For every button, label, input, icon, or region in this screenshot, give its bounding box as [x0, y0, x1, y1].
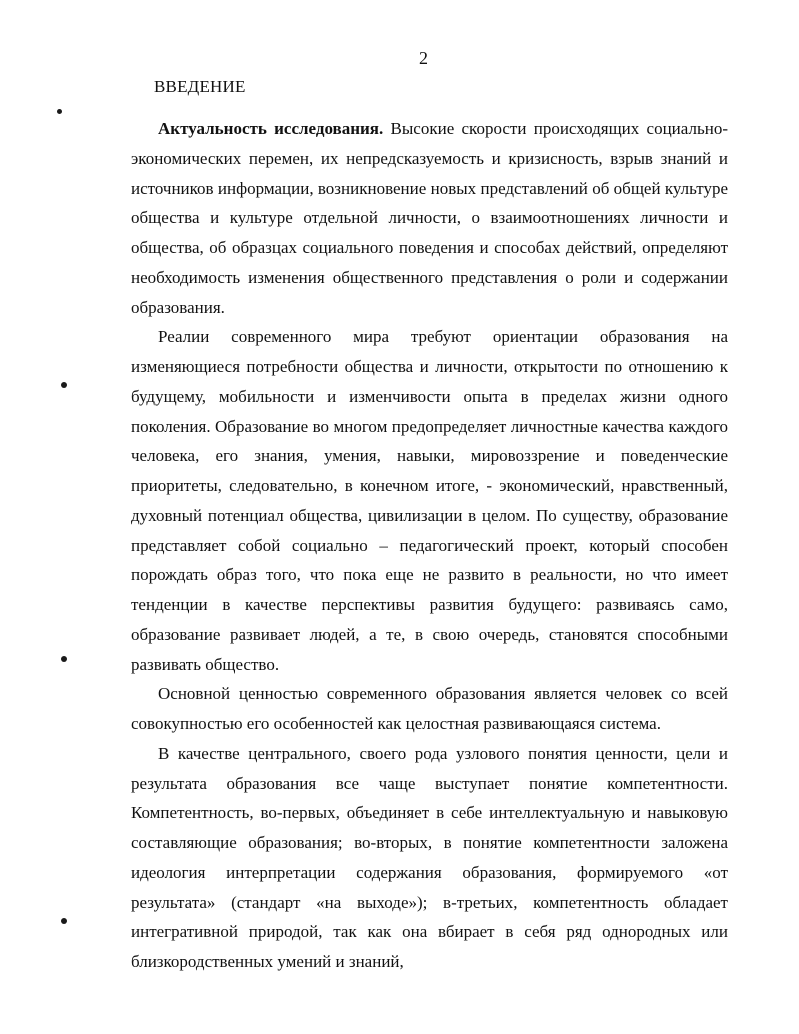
- margin-dot-mark: [61, 656, 67, 662]
- margin-dot-mark: [57, 109, 62, 114]
- paragraph: Реалии современного мира требуют ориентации образования на изменяющиеся потребности общества и личности, открытости по отношению к будущему, мобильности и изменчивости опыта в пределах жизни одного поколения. Образование во многом предопределяет личностные качества каждого человека, его знания, умения, навыки, мировоззрение и поведенческие приоритеты, следовательно, в конечном итоге, - экономический, нравственный, духовный потенциал общества, цивилизации в целом. По существу, образование представляет собой социально – педагогический проект, который способен порождать образ того, что пока еще не развито в реальности, но что имеет тенденции в качестве перспективы развития будущего: развиваясь само, образование развивает людей, а те, в свою очередь, становятся способными развивать общество.: [131, 327, 728, 674]
- paragraph: Основной ценностью современного образования является человек со всей совокупностью его особенностей как целостная развивающаяся система.: [131, 684, 728, 733]
- margin-dot-mark: [61, 382, 67, 388]
- margin-dot-mark: [61, 918, 67, 924]
- paragraph: [131, 114, 728, 322]
- paragraph-text: Высокие скорости происходящих социально-экономических перемен, их непредсказуемость и кризисность, взрыв знаний и источников информации, возникновение новых представлений об общей культуре общества и культуре отдельной личности, о взаимоотношениях личности и общества, об образцах социального поведения и способах действий, определяют необходимость изменения общественного представления о роли и содержании образования.: [131, 119, 728, 317]
- paragraph: В качестве центрального, своего рода узлового понятия ценности, цели и результата образования все чаще выступает понятие компетентности. Компетентность, во-первых, объединяет в себе интеллектуальную и навыковую составляющие образования; во-вторых, в понятие компетентности заложена идеология интерпретации содержания образования, формируемого «от результата» (стандарт «на выходе»); в-третьих, компетентность обладает интегративной природой, так как она вбирает в себя ряд однородных или близкородственных умений и знаний,: [131, 743, 728, 971]
- section-heading: ВВЕДЕНИЕ: [154, 77, 246, 96]
- paragraph-lead: Актуальность исследования.: [158, 119, 384, 138]
- body-text: [131, 114, 728, 977]
- page-number: 2: [419, 48, 428, 68]
